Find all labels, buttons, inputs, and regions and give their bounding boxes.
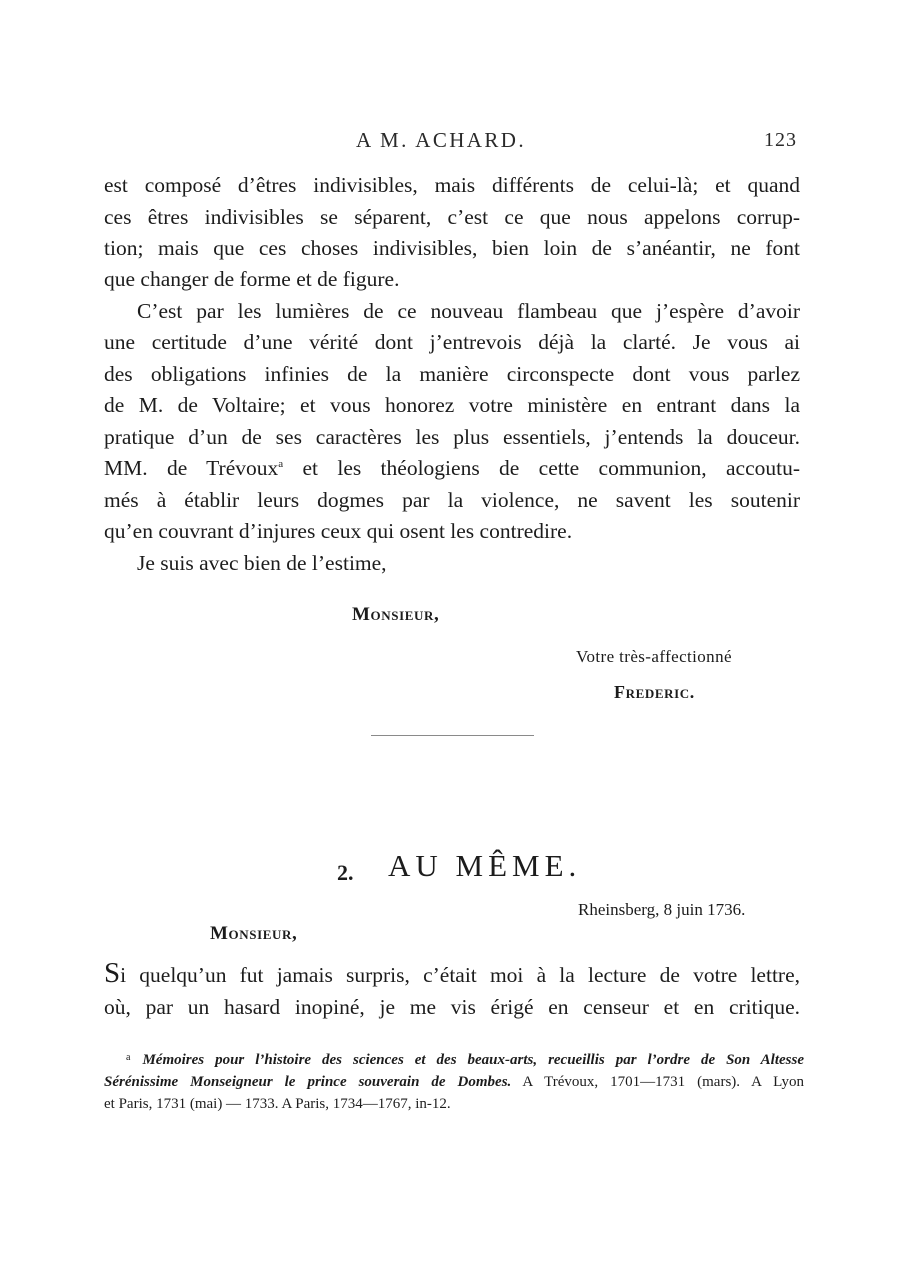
- complimentary-close: Votre très-affectionné: [576, 647, 732, 666]
- text-line: est composé d’êtres indivisibles, mais différents de celui-là; et quand: [104, 173, 800, 197]
- signature: Frederic.: [614, 682, 695, 702]
- text-line: més à établir leurs dogmes par la violence, ne savent les soutenir: [104, 488, 800, 512]
- text-line: où, par un hasard inopiné, je me vis érigé en censeur et en critique.: [104, 995, 800, 1019]
- footnote-line: [104, 1071, 804, 1093]
- footnote-line: et Paris, 1731 (mai) — 1733. A Paris, 1734—1767, in-12.: [104, 1096, 451, 1112]
- closing-phrase: Je suis avec bien de l’estime,: [137, 551, 387, 575]
- text-line: tion; mais que ces choses indivisibles, bien loin de s’anéantir, ne font: [104, 236, 800, 260]
- text-line: [104, 453, 800, 483]
- text-segment: et les théologiens de cette communion, accoutu-: [283, 456, 800, 480]
- section-divider: [371, 735, 534, 736]
- footnote-reference[interactable]: a: [278, 458, 284, 470]
- text-line: des obligations infinies de la manière circonspecte dont vous parlez: [104, 362, 800, 386]
- footnote: [104, 1047, 804, 1115]
- text-line: [104, 957, 800, 990]
- running-head: [0, 128, 900, 154]
- letter-number: 2.: [337, 860, 354, 885]
- dateline: Rheinsberg, 8 juin 1736.: [578, 900, 746, 919]
- page-number: 123: [764, 129, 797, 151]
- initial-letter: S: [104, 957, 121, 989]
- text-line: une certitude d’une vérité dont j’entrevois déjà la clarté. Je vous ai: [104, 330, 800, 354]
- footnote-title: Mémoires pour l’histoire des sciences et des beaux-arts, recueillis par l’ordre de Son Altesse: [142, 1052, 804, 1068]
- footnote-line: [104, 1047, 804, 1071]
- letter-heading: [0, 848, 900, 888]
- footnote-text: A Trévoux, 1701—1731 (mars). A Lyon: [511, 1074, 804, 1090]
- text-line: pratique d’un de ses caractères les plus essentiels, j’entends la douceur.: [104, 425, 800, 449]
- letter-title: AU MÊME.: [388, 848, 582, 883]
- running-title: A M. ACHARD.: [356, 128, 526, 152]
- trevoux-text: MM. de Trévoux: [104, 456, 279, 480]
- text-line: C’est par les lumières de ce nouveau flambeau que j’espère d’avoir: [137, 299, 800, 323]
- text-line: de M. de Voltaire; et vous honorez votre ministère en entrant dans la: [104, 393, 800, 417]
- footnote-marker: a: [126, 1052, 131, 1063]
- footnote-title-cont: Sérénissime Monseigneur le prince souverain de Dombes.: [104, 1074, 512, 1090]
- text-line: que changer de forme et de figure.: [104, 267, 400, 291]
- text-line: ces êtres indivisibles se séparent, c’est ce que nous appelons corrup-: [104, 205, 800, 229]
- salutation: Monsieur,: [352, 604, 440, 625]
- text-line: qu’en couvrant d’injures ceux qui osent les contredire.: [104, 519, 573, 543]
- salutation: Monsieur,: [210, 923, 298, 944]
- text-segment: i quelqu’un fut jamais surpris, c’était moi à la lecture de votre lettre,: [120, 963, 800, 987]
